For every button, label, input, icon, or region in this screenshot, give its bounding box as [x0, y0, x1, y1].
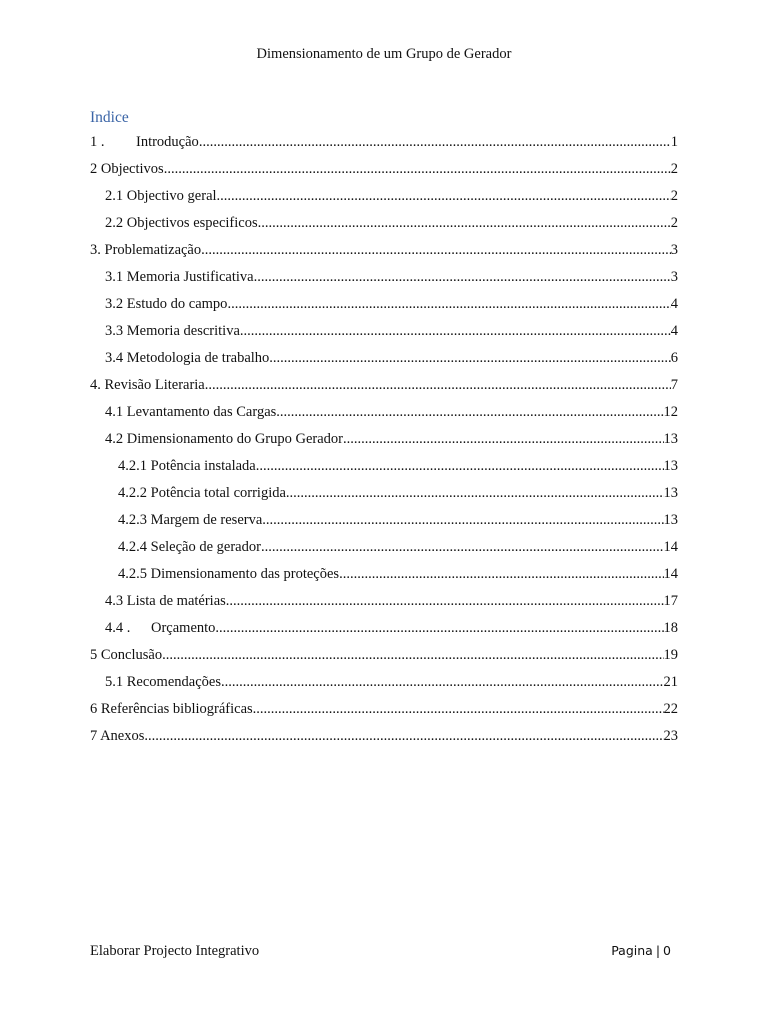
toc-entry-title: 4. Revisão Literaria: [90, 376, 205, 393]
toc-dot-leader: [269, 349, 670, 367]
toc-entry[interactable]: [90, 263, 678, 290]
toc-entry-page: 2: [670, 214, 678, 231]
toc-entry-title: 4.1 Levantamento das Cargas: [105, 403, 277, 420]
toc-entry-title: 5.1 Recomendações: [105, 673, 221, 690]
footer-page-label: Pagina: [611, 943, 653, 958]
toc-entry-page: 17: [663, 592, 678, 609]
toc-entry-page: 12: [663, 403, 678, 420]
toc-entry[interactable]: [90, 479, 678, 506]
toc-dot-leader: [261, 538, 664, 556]
toc-dot-leader: [240, 322, 671, 340]
toc-entry-title: 3.4 Metodologia de trabalho: [105, 349, 270, 366]
toc-dot-leader: [286, 484, 664, 502]
toc-dot-leader: [144, 727, 663, 745]
toc-entry-page: 3: [670, 241, 678, 258]
toc-entry-title: 4.2.1 Potência instalada: [118, 457, 256, 474]
toc-entry[interactable]: [90, 587, 678, 614]
footer-page-number: [611, 942, 671, 960]
toc-entry-page: 1: [670, 133, 678, 150]
toc-dot-leader: [258, 214, 671, 232]
toc-entry-page: 3: [670, 268, 678, 285]
toc-dot-leader: [276, 403, 663, 421]
toc-entry-page: 21: [663, 673, 678, 690]
toc-entry[interactable]: [90, 722, 678, 749]
toc-entry-page: 4: [670, 322, 678, 339]
toc-dot-leader: [226, 592, 664, 610]
toc-dot-leader: [343, 430, 664, 448]
toc-entry-page: 13: [663, 484, 678, 501]
toc-entry[interactable]: [90, 317, 678, 344]
toc-entry-page: 19: [663, 646, 678, 663]
toc-dot-leader: [256, 457, 664, 475]
toc-entry[interactable]: [90, 695, 678, 722]
toc-entry-title: 4.2.3 Margem de reserva: [118, 511, 263, 528]
toc-entry-title: 2 Objectivos: [90, 160, 164, 177]
toc-entry-page: 14: [663, 565, 678, 582]
toc-entry[interactable]: [90, 506, 678, 533]
toc-entry-page: 22: [663, 700, 678, 717]
toc-dot-leader: [339, 565, 663, 583]
toc-entry-page: 18: [663, 619, 678, 636]
toc-dot-leader: [199, 133, 671, 151]
toc-entry-title: 3.2 Estudo do campo: [105, 295, 228, 312]
toc-entry-title: 4.2.2 Potência total corrigida: [118, 484, 286, 501]
toc-dot-leader: [205, 376, 671, 394]
toc-entry-title: 4.2.5 Dimensionamento das proteções: [118, 565, 340, 582]
toc-entry[interactable]: [90, 398, 678, 425]
toc-dot-leader: [201, 241, 671, 259]
toc-entry-page: 23: [663, 727, 678, 744]
toc-dot-leader: [215, 619, 663, 637]
toc-entry[interactable]: [90, 425, 678, 452]
toc-entry[interactable]: [90, 452, 678, 479]
toc-entry[interactable]: [90, 182, 678, 209]
toc-dot-leader: [262, 511, 663, 529]
toc-entry-page: 4: [670, 295, 678, 312]
toc-dot-leader: [164, 160, 671, 178]
toc-entry-title: 7 Anexos: [90, 727, 145, 744]
toc-entry-page: 7: [670, 376, 678, 393]
toc-entry-title: 4.3 Lista de matérias: [105, 592, 226, 609]
toc-heading: Indice: [90, 109, 129, 126]
toc-entry-title: 3. Problematização: [90, 241, 202, 258]
toc-entry[interactable]: [90, 560, 678, 587]
toc-entry[interactable]: [90, 641, 678, 668]
toc-entry-title: 4.2.4 Seleção de gerador: [118, 538, 261, 555]
toc-dot-leader: [227, 295, 670, 313]
toc-entry-title: 2.1 Objectivo geral: [105, 187, 217, 204]
toc-entry-page: 2: [670, 187, 678, 204]
toc-entry[interactable]: [90, 344, 678, 371]
toc-entry-page: 13: [663, 511, 678, 528]
toc-entry[interactable]: [90, 209, 678, 236]
footer-separator: |: [655, 943, 661, 958]
toc-entry-number: 4.4 .: [105, 619, 131, 636]
toc-entry[interactable]: [90, 668, 678, 695]
footer-page-value: 0: [663, 943, 671, 958]
toc-entry-page: 2: [670, 160, 678, 177]
toc-entry-title: 4.2 Dimensionamento do Grupo Gerador: [105, 430, 343, 447]
toc-entry-title: 2.2 Objectivos especificos: [105, 214, 258, 231]
toc-entry[interactable]: [90, 236, 678, 263]
toc-entry-title: Orçamento: [151, 619, 216, 636]
toc-entry[interactable]: [90, 533, 678, 560]
toc-entry-page: 13: [663, 457, 678, 474]
toc-entry-title: 3.3 Memoria descritiva: [105, 322, 240, 339]
page-header: Dimensionamento de um Grupo de Gerador: [256, 46, 512, 62]
toc-entry[interactable]: [90, 371, 678, 398]
toc-entry[interactable]: [90, 614, 678, 641]
toc-entry-title: Introdução: [136, 133, 199, 150]
toc-entry-title: 5 Conclusão: [90, 646, 163, 663]
toc-entry-page: 6: [670, 349, 678, 366]
toc-dot-leader: [217, 187, 671, 205]
toc-entry-page: 13: [663, 430, 678, 447]
toc-dot-leader: [254, 268, 671, 286]
table-of-contents: [90, 128, 678, 749]
toc-entry-title: 3.1 Memoria Justificativa: [105, 268, 254, 285]
toc-entry[interactable]: [90, 128, 678, 155]
toc-dot-leader: [221, 673, 664, 691]
toc-entry-title: 6 Referências bibliográficas: [90, 700, 253, 717]
toc-dot-leader: [162, 646, 663, 664]
toc-entry[interactable]: [90, 290, 678, 317]
toc-entry-number: 1 .: [90, 133, 105, 150]
toc-entry[interactable]: [90, 155, 678, 182]
footer-text: Elaborar Projecto Integrativo: [90, 943, 260, 959]
toc-entry-page: 14: [663, 538, 678, 555]
toc-dot-leader: [253, 700, 664, 718]
